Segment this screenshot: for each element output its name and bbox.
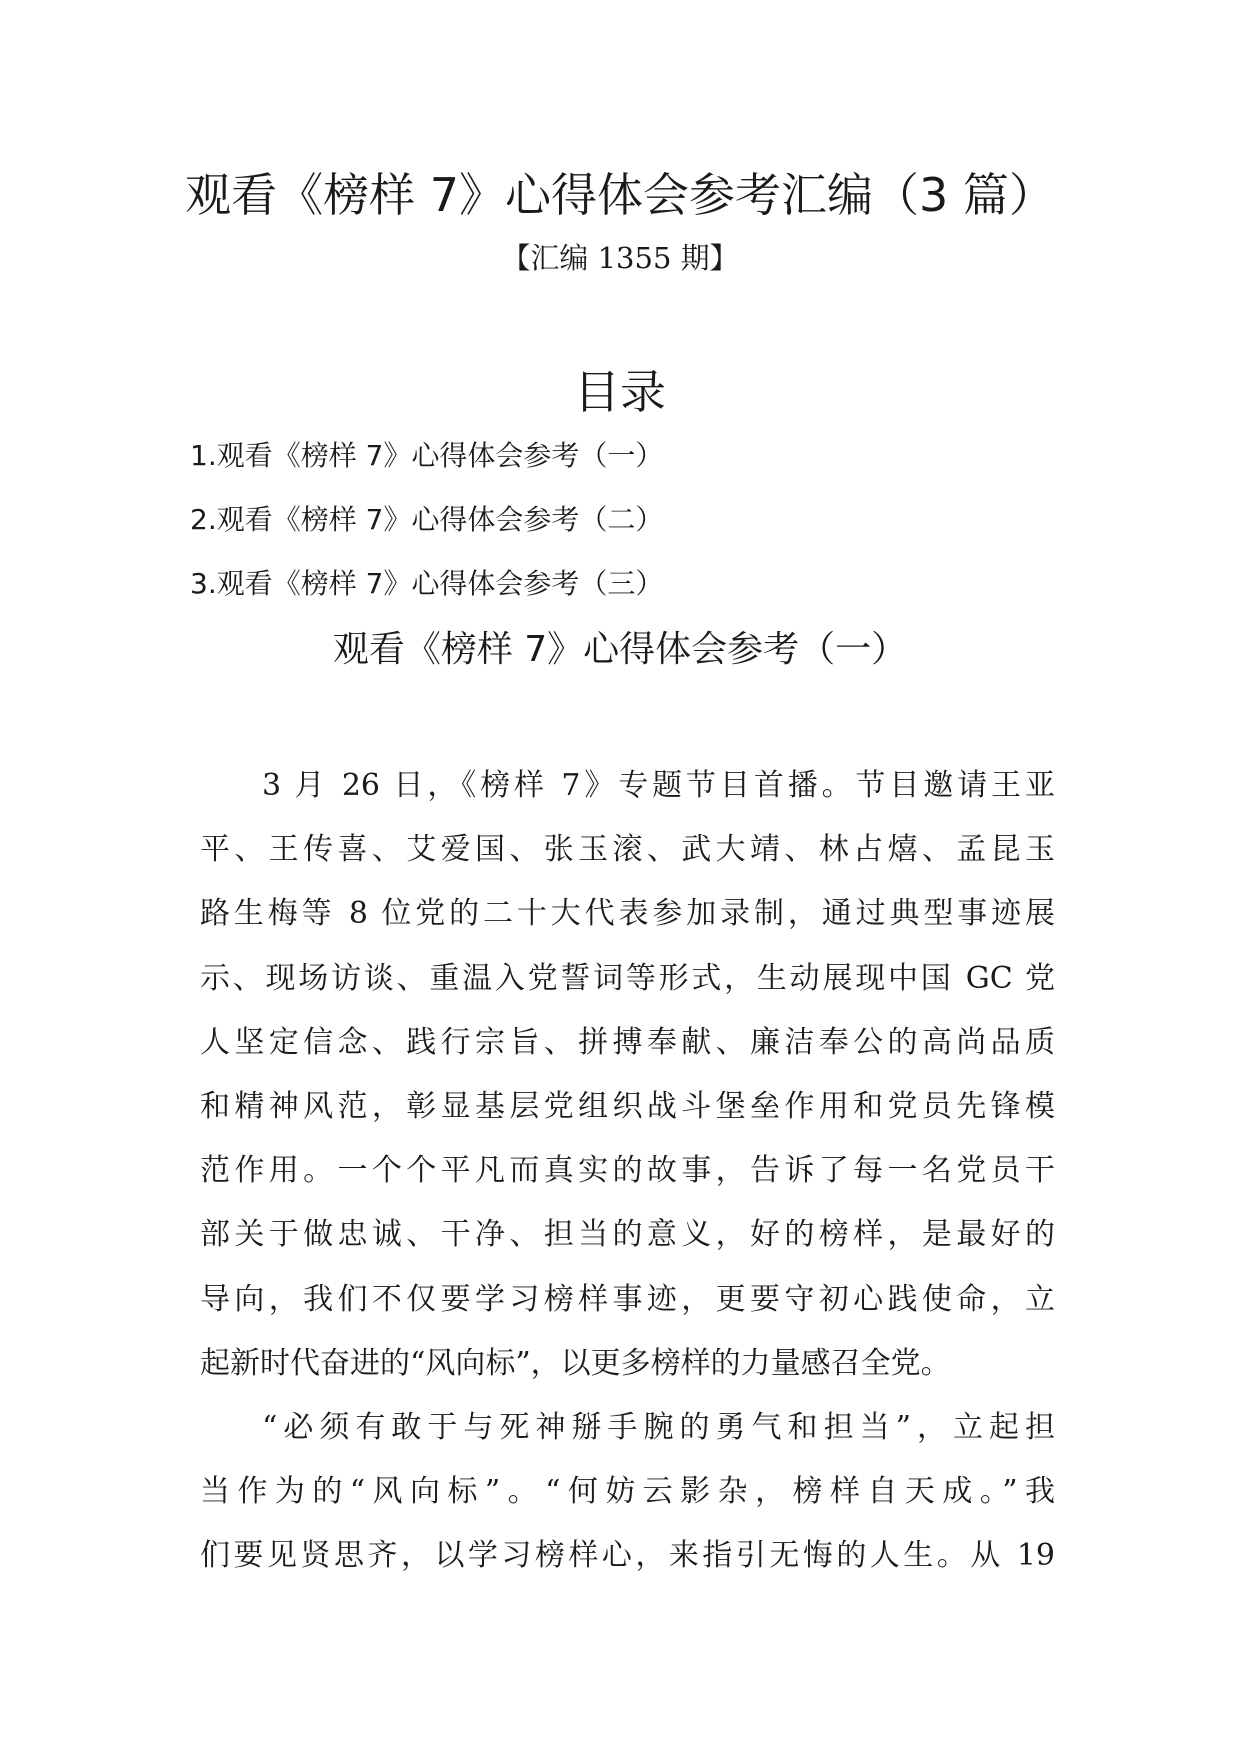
paragraph [200,1396,1055,1589]
text-line: 3 月 26 日，《榜样 7》专题节目首播。节目邀请王亚 [262,768,1055,803]
text-line: 示、现场访谈、重温入党誓词等形式，生动展现中国 GC 党 [200,960,1055,996]
table-of-contents [190,430,663,622]
text-line: 路生梅等 8 位党的二十大代表参加录制，通过典型事迹展 [200,896,1055,932]
text-line: 们要见贤思齐，以学习榜样心，来指引无悔的人生。从 19 [200,1538,1055,1574]
document-title: 观看《榜样 7》心得体会参考汇编（3 篇） [185,168,1055,222]
text-line: 人坚定信念、践行宗旨、拼搏奉献、廉洁奉公的高尚品质 [200,1024,1055,1060]
text-line: 当作为的“风向标”。“何妨云影杂，榜样自天成。”我 [200,1474,1055,1510]
toc-item[interactable]: 3.观看《榜样 7》心得体会参考（三） [190,567,664,600]
toc-heading: 目录 [574,365,666,419]
section-title: 观看《榜样 7》心得体会参考（一） [332,629,908,670]
toc-item[interactable]: 1.观看《榜样 7》心得体会参考（一） [190,439,664,472]
toc-item[interactable]: 2.观看《榜样 7》心得体会参考（二） [190,503,664,536]
text-line: 部关于做忠诚、干净、担当的意义，好的榜样，是最好的 [200,1217,1055,1253]
paragraph [200,754,1055,1396]
issue-number: 【汇编 1355 期】 [501,241,739,275]
text-line: 导向，我们不仅要学习榜样事迹，更要守初心践使命，立 [200,1281,1055,1317]
text-line: 和精神风范，彰显基层党组织战斗堡垒作用和党员先锋模 [200,1088,1055,1124]
text-line: “必须有敢于与死神掰手腕的勇气和担当”，立起担 [262,1409,1055,1445]
text-line: 起新时代奋进的“风向标”，以更多榜样的力量感召全党。 [200,1345,951,1381]
article-body [200,754,1055,1588]
text-line: 范作用。一个个平凡而真实的故事，告诉了每一名党员干 [200,1153,1055,1189]
text-line: 平、王传喜、艾爱国、张玉滚、武大靖、林占熺、孟昆玉 [200,832,1055,868]
